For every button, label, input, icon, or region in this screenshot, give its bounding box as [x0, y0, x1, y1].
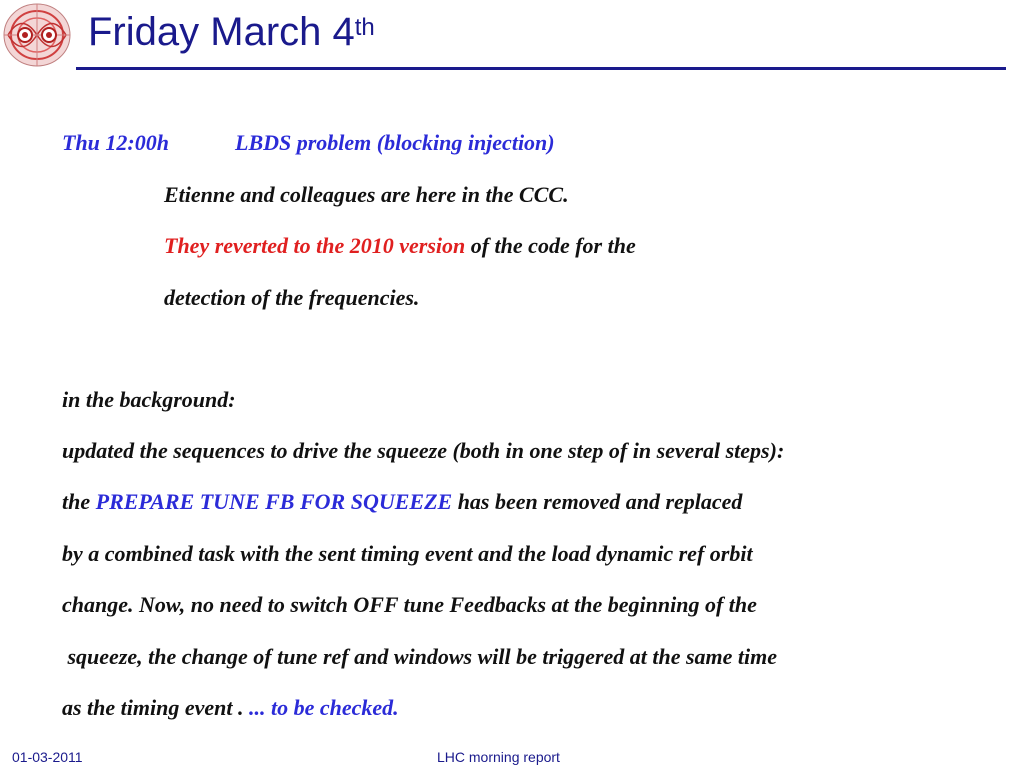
- to-be-checked-highlight: ... to be checked.: [249, 695, 399, 720]
- title-superscript: th: [354, 14, 375, 41]
- body-line-11-pre: as the timing event .: [62, 695, 249, 720]
- body-line-3-rest: of the code for the: [465, 233, 636, 258]
- event-time: Thu 12:00h: [62, 130, 169, 155]
- footer-title: LHC morning report: [437, 749, 560, 765]
- reverted-highlight: They reverted to the 2010 version: [164, 233, 466, 258]
- page-title: [88, 8, 375, 56]
- title-text: Friday March 4: [88, 10, 355, 54]
- body-line-1: [62, 130, 555, 156]
- body-line-7-pre: the: [62, 489, 96, 514]
- body-line-5: in the background:: [62, 387, 236, 412]
- body-line-3: [164, 233, 636, 259]
- body-line-11: [62, 695, 399, 721]
- body-line-7: [62, 489, 742, 515]
- title-divider: [76, 67, 1006, 70]
- body-line-4: detection of the frequencies.: [164, 285, 420, 310]
- task-name-highlight: PREPARE TUNE FB FOR SQUEEZE: [95, 489, 453, 514]
- body-line-9: change. Now, no need to switch OFF tune Feedbacks at the beginning of the: [62, 592, 757, 617]
- body-line-10: squeeze, the change of tune ref and windows will be triggered at the same time: [62, 644, 777, 669]
- body-line-7-post: has been removed and replaced: [452, 489, 743, 514]
- event-title: LBDS problem (blocking injection): [235, 130, 555, 155]
- body-line-2: Etienne and colleagues are here in the CCC.: [164, 182, 569, 207]
- lhc-logo-icon: [2, 2, 72, 68]
- footer-date: 01-03-2011: [12, 749, 83, 765]
- body-line-8: by a combined task with the sent timing event and the load dynamic ref orbit: [62, 541, 753, 566]
- body-line-6: updated the sequences to drive the squeeze (both in one step of in several steps):: [62, 438, 785, 463]
